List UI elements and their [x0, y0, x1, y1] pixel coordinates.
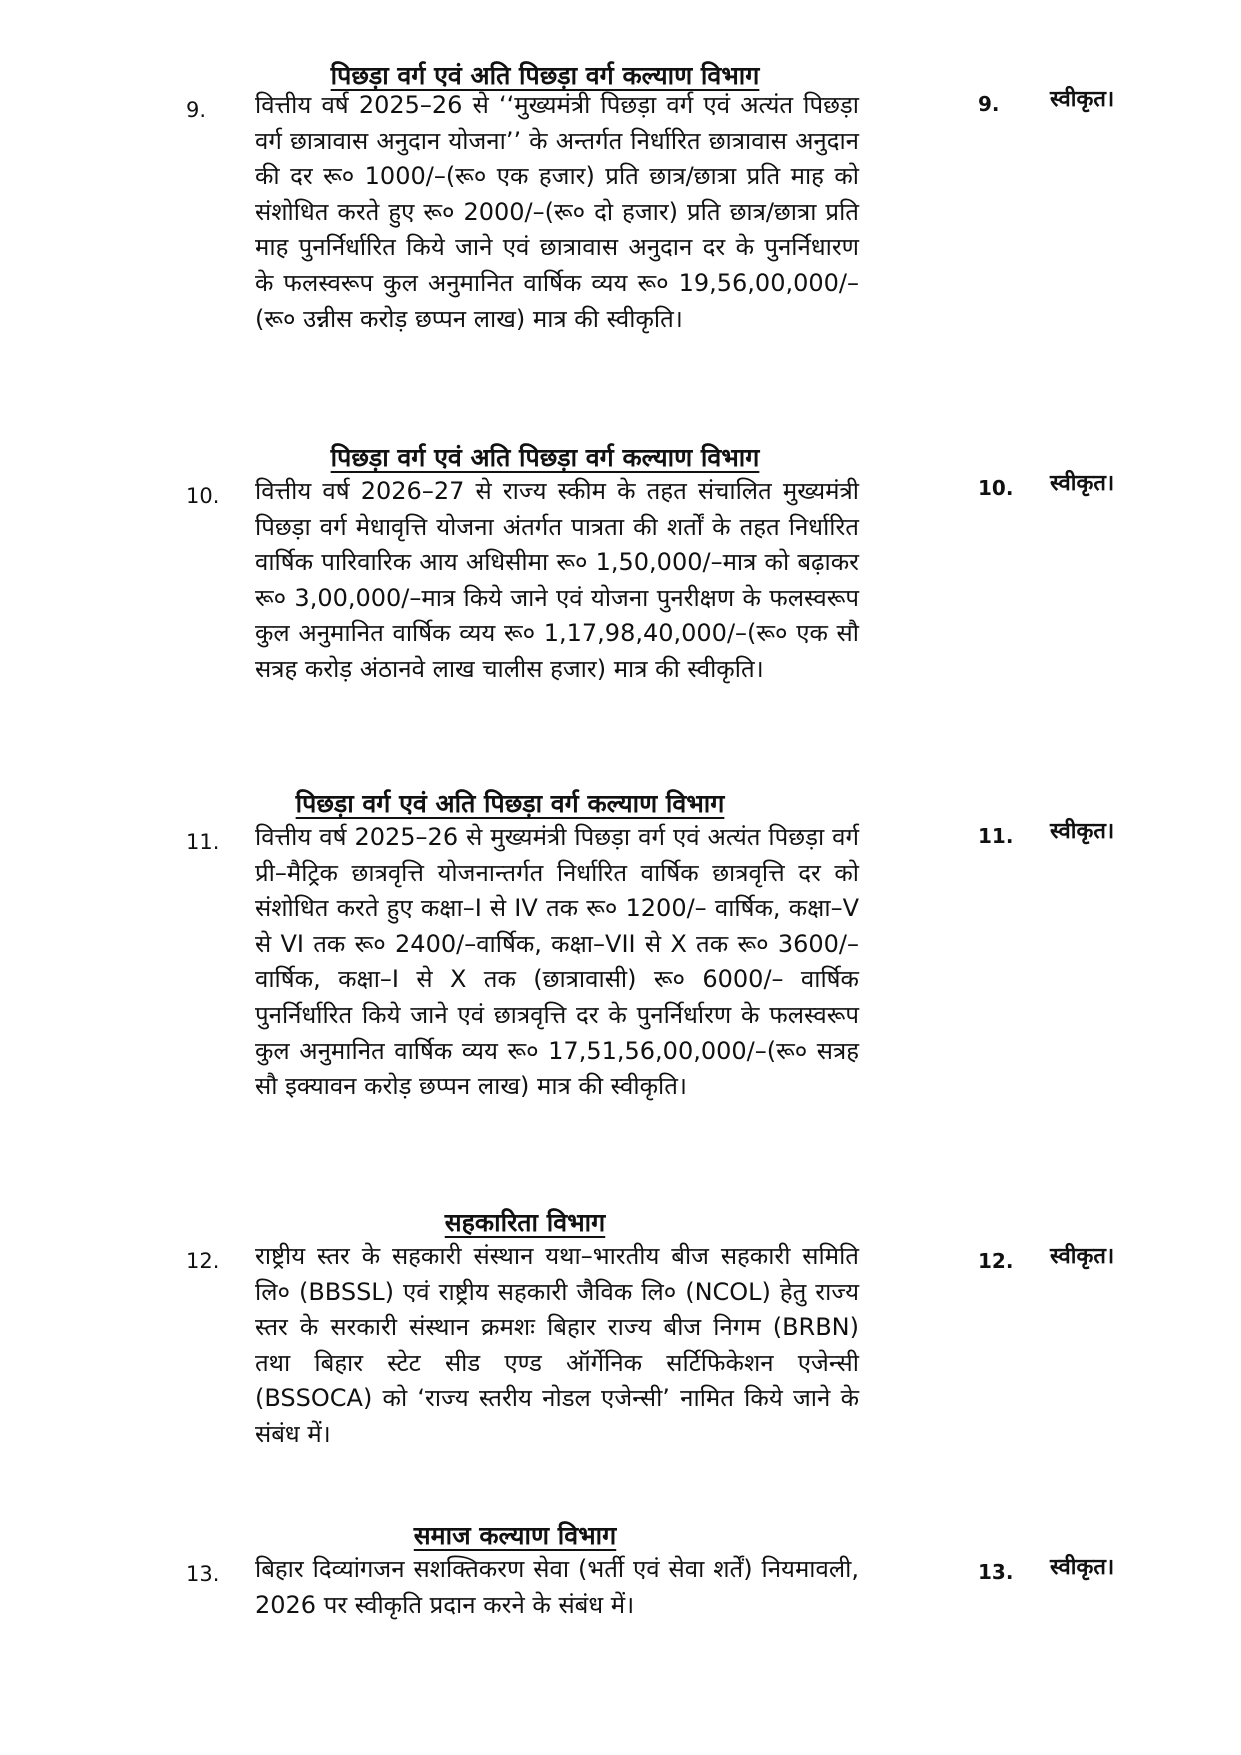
item-description: वित्तीय वर्ष 2025–26 से ‘‘मुख्यमंत्री पिछड़ा वर्ग एवं अत्यंत पिछड़ा वर्ग छात्रावास अनुदान योजना’’ के अन्तर्गत निर्धारित छात्रावास अनुदान की दर रू० 1000/–(रू० एक हजार) प्रति छात्र/छात्रा प्रति माह को संशोधित करते हुए रू० 2000/–(रू० दो हजार) प्रति छात्र/छात्रा प्रति माह पुनर्निर्धारित किये जाने एवं छात्रावास अनुदान दर के पुनर्निधारण के फलस्वरूप कुल अनुमानित वार्षिक व्यय रू० 19,56,00,000/–(रू० उन्नीस करोड़ छप्पन लाख) मात्र की स्वीकृति। [255, 91, 859, 333]
item-number: 12. [186, 1249, 220, 1273]
department-heading: समाज कल्याण विभाग [413, 1521, 617, 1550]
decision-number: 12. [978, 1249, 1014, 1273]
department-heading: सहकारिता विभाग [444, 1208, 606, 1237]
decision-status: स्वीकृत। [1050, 1555, 1115, 1580]
decision-number: 11. [978, 824, 1014, 848]
decision-status: स्वीकृत। [1050, 1244, 1115, 1269]
department-heading: पिछड़ा वर्ग एवं अति पिछड़ा वर्ग कल्याण विभाग [330, 61, 760, 90]
item-number: 9. [186, 98, 207, 122]
decision-status: स्वीकृत। [1050, 87, 1115, 112]
item-description: वित्तीय वर्ष 2026–27 से राज्य स्कीम के तहत संचालित मुख्यमंत्री पिछड़ा वर्ग मेधावृत्ति योजना अंतर्गत पात्रता की शर्तों के तहत निर्धारित वार्षिक पारिवारिक आय अधिसीमा रू० 1,50,000/–मात्र को बढ़ाकर रू० 3,00,000/–मात्र किये जाने एवं योजना पुनरीक्षण के फलस्वरूप कुल अनुमानित वार्षिक व्यय रू० 1,17,98,40,000/–(रू० एक सौ सत्रह करोड़ अंठानवे लाख चालीस हजार) मात्र की स्वीकृति। [255, 477, 859, 683]
decision-number: 13. [978, 1560, 1014, 1584]
item-description: बिहार दिव्यांगजन सशक्तिकरण सेवा (भर्ती एवं सेवा शर्तें) नियमावली, 2026 पर स्वीकृति प्रदान करने के संबंध में। [255, 1555, 859, 1619]
decision-number: 10. [978, 476, 1014, 500]
item-description: राष्ट्रीय स्तर के सहकारी संस्थान यथा–भारतीय बीज सहकारी समिति लि० (BBSSL) एवं राष्ट्रीय सहकारी जैविक लि० (NCOL) हेतु राज्य स्तर के सरकारी संस्थान क्रमशः बिहार राज्य बीज निगम (BRBN) तथा बिहार स्टेट सीड एण्ड ऑर्गेनिक सर्टिफिकेशन एजेन्सी (BSSOCA) को ‘राज्य स्तरीय नोडल एजेन्सी’ नामित किये जाने के संबंध में। [255, 1242, 859, 1448]
item-description: वित्तीय वर्ष 2025–26 से मुख्यमंत्री पिछड़ा वर्ग एवं अत्यंत पिछड़ा वर्ग प्री–मैट्रिक छात्रवृत्ति योजनान्तर्गत निर्धारित वार्षिक छात्रवृत्ति दर को संशोधित करते हुए कक्षा–I से IV तक रू० 1200/– वार्षिक, कक्षा–V से VI तक रू० 2400/–वार्षिक, कक्षा–VII से X तक रू० 3600/– वार्षिक, कक्षा–I से X तक (छात्रावासी) रू० 6000/– वार्षिक पुनर्निर्धारित किये जाने एवं छात्रवृत्ति दर के पुनर्निर्धारण के फलस्वरूप कुल अनुमानित वार्षिक व्यय रू० 17,51,56,00,000/–(रू० सत्रह सौ इक्यावन करोड़ छप्पन लाख) मात्र की स्वीकृति। [255, 823, 859, 1101]
item-number: 11. [186, 830, 220, 854]
decision-status: स्वीकृत। [1050, 471, 1115, 496]
decision-number: 9. [978, 92, 1000, 116]
department-heading: पिछड़ा वर्ग एवं अति पिछड़ा वर्ग कल्याण विभाग [295, 789, 725, 818]
item-number: 13. [186, 1562, 220, 1586]
decision-status: स्वीकृत। [1050, 819, 1115, 844]
item-number: 10. [186, 484, 220, 508]
department-heading: पिछड़ा वर्ग एवं अति पिछड़ा वर्ग कल्याण विभाग [330, 443, 760, 472]
